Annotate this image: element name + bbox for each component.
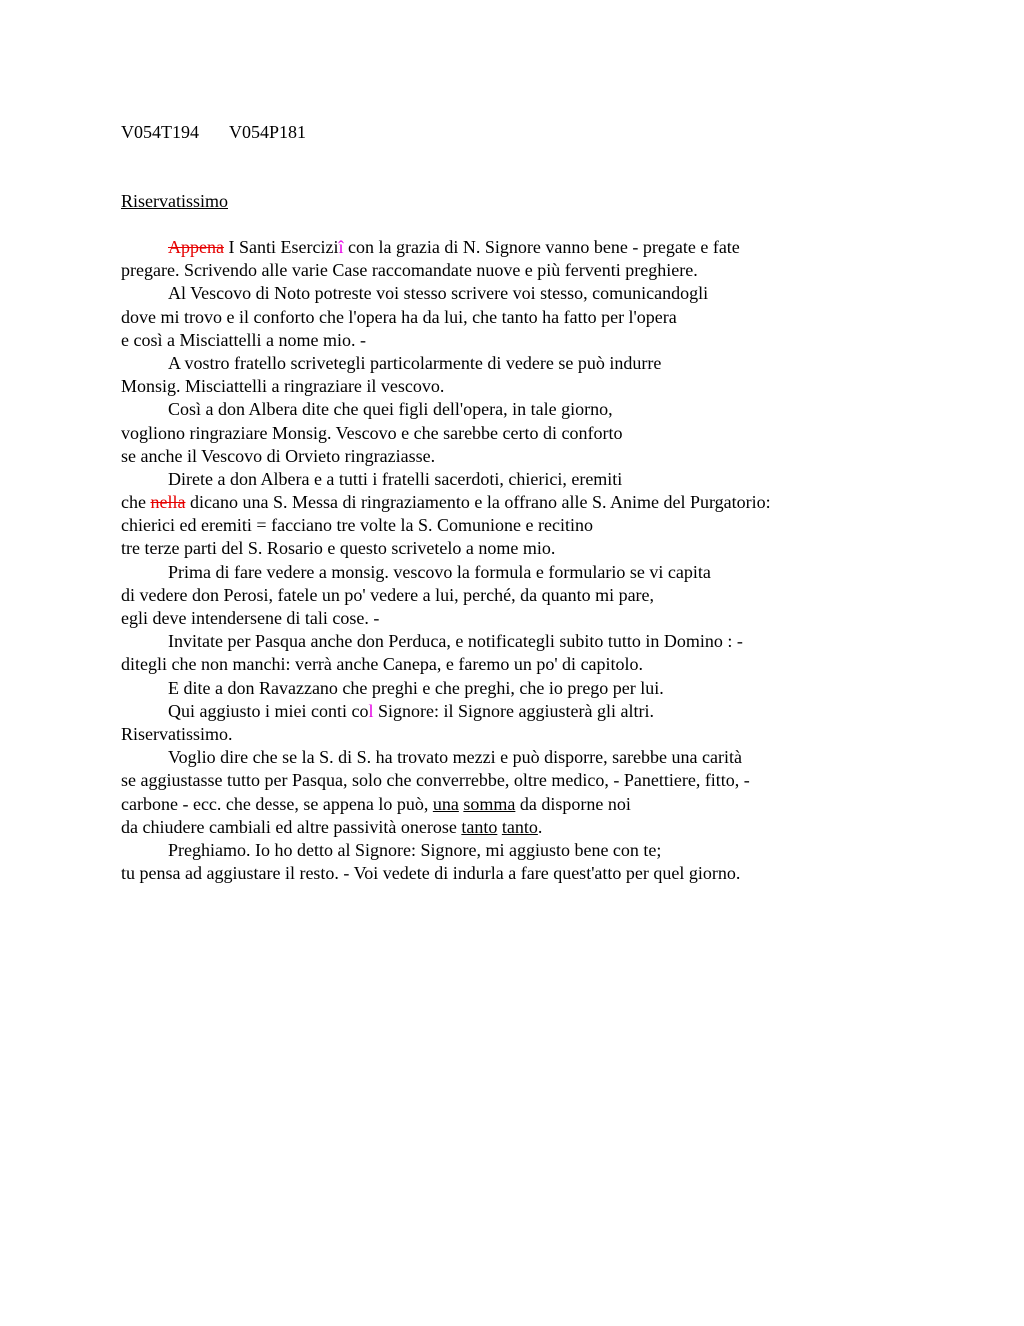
text-line: Voglio dire che se la S. di S. ha trovato mezzi e può disporre, sarebbe una carità xyxy=(168,747,742,768)
text-line: tu pensa ad aggiustare il resto. - Voi vedete di indurla a fare quest'atto per quel giorno. xyxy=(121,863,741,884)
inserted-mark: î xyxy=(338,237,344,257)
text-line: vogliono ringraziare Monsig. Vescovo e che sarebbe certo di conforto xyxy=(121,422,623,443)
text-line xyxy=(121,793,921,816)
underlined-word: tanto xyxy=(501,816,538,837)
inserted-letter: l xyxy=(368,700,374,721)
text-line: pregare. Scrivendo alle varie Case raccomandate nuove e più ferventi preghiere. xyxy=(121,260,698,281)
text-segment: I Santi Esercizi xyxy=(223,237,339,257)
text-line xyxy=(121,236,921,259)
text-line: E dite a don Ravazzano che preghi e che preghi, che io prego per lui. xyxy=(168,677,664,698)
deleted-word: nella xyxy=(150,492,186,513)
text-line: se anche il Vescovo di Orvieto ringraziasse. xyxy=(121,445,436,466)
text-line: e così a Misciattelli a nome mio. - xyxy=(121,329,366,350)
text-line: chierici ed eremiti = facciano tre volte la S. Comunione e recitino xyxy=(121,515,593,536)
text-segment: Signore: il Signore aggiusterà gli altri. xyxy=(373,700,654,721)
text-segment: carbone - ecc. che desse, se appena lo può, xyxy=(121,793,433,814)
volume-code: V054T194 xyxy=(121,122,199,142)
text-line: Prima di fare vedere a monsig. vescovo la formula e formulario se vi capita xyxy=(168,561,711,582)
text-segment: con la grazia di N. Signore vanno bene - pregate e fate xyxy=(343,237,740,257)
text-segment: Qui aggiusto i miei conti co xyxy=(168,700,369,721)
text-line: Monsig. Misciattelli a ringraziare il vescovo. xyxy=(121,376,445,397)
text-line: dove mi trovo e il conforto che l'opera ha da lui, che tanto ha fatto per l'opera xyxy=(121,306,677,327)
text-line: Così a don Albera dite che quei figli dell'opera, in tale giorno, xyxy=(168,399,613,420)
text-segment: . xyxy=(537,816,543,837)
text-segment: da disporne noi xyxy=(515,793,631,814)
text-segment: dicano una S. Messa di ringraziamento e la offrano alle S. Anime del Purgatorio: xyxy=(185,492,771,513)
text-line: Riservatissimo. xyxy=(121,723,233,744)
text-line xyxy=(121,491,921,514)
text-line: di vedere don Perosi, fatele un po' vedere a lui, perché, da quanto mi pare, xyxy=(121,584,655,605)
document-heading: Riservatissimo xyxy=(121,191,228,211)
deleted-word: Appena xyxy=(168,237,224,257)
underlined-word: somma xyxy=(463,793,516,814)
text-segment: che xyxy=(121,492,151,513)
text-line: Invitate per Pasqua anche don Perduca, e notificategli subito tutto in Domino : - xyxy=(168,631,743,652)
text-line: Direte a don Albera e a tutti i fratelli sacerdoti, chierici, eremiti xyxy=(168,468,623,489)
underlined-word: tanto xyxy=(461,816,498,837)
text-line: Al Vescovo di Noto potreste voi stesso scrivere voi stesso, comunicandogli xyxy=(168,283,709,304)
letter-body xyxy=(121,236,921,885)
text-line: A vostro fratello scrivetegli particolarmente di vedere se può indurre xyxy=(168,352,662,373)
document-codes xyxy=(121,121,306,144)
text-line xyxy=(121,816,921,839)
text-line: Preghiamo. Io ho detto al Signore: Signore, mi aggiusto bene con te; xyxy=(168,839,662,860)
text-segment: da chiudere cambiali ed altre passività onerose xyxy=(121,816,462,837)
text-line: se aggiustasse tutto per Pasqua, solo che converrebbe, oltre medico, - Panettiere, fitto, - xyxy=(121,770,750,791)
text-line: tre terze parti del S. Rosario e questo scrivetelo a nome mio. xyxy=(121,538,556,559)
underlined-word: una xyxy=(432,793,459,814)
text-line xyxy=(121,700,921,723)
page-code: V054P181 xyxy=(229,122,307,142)
text-line: ditegli che non manchi: verrà anche Canepa, e faremo un po' di capitolo. xyxy=(121,654,644,675)
text-line: egli deve intendersene di tali cose. - xyxy=(121,608,380,628)
